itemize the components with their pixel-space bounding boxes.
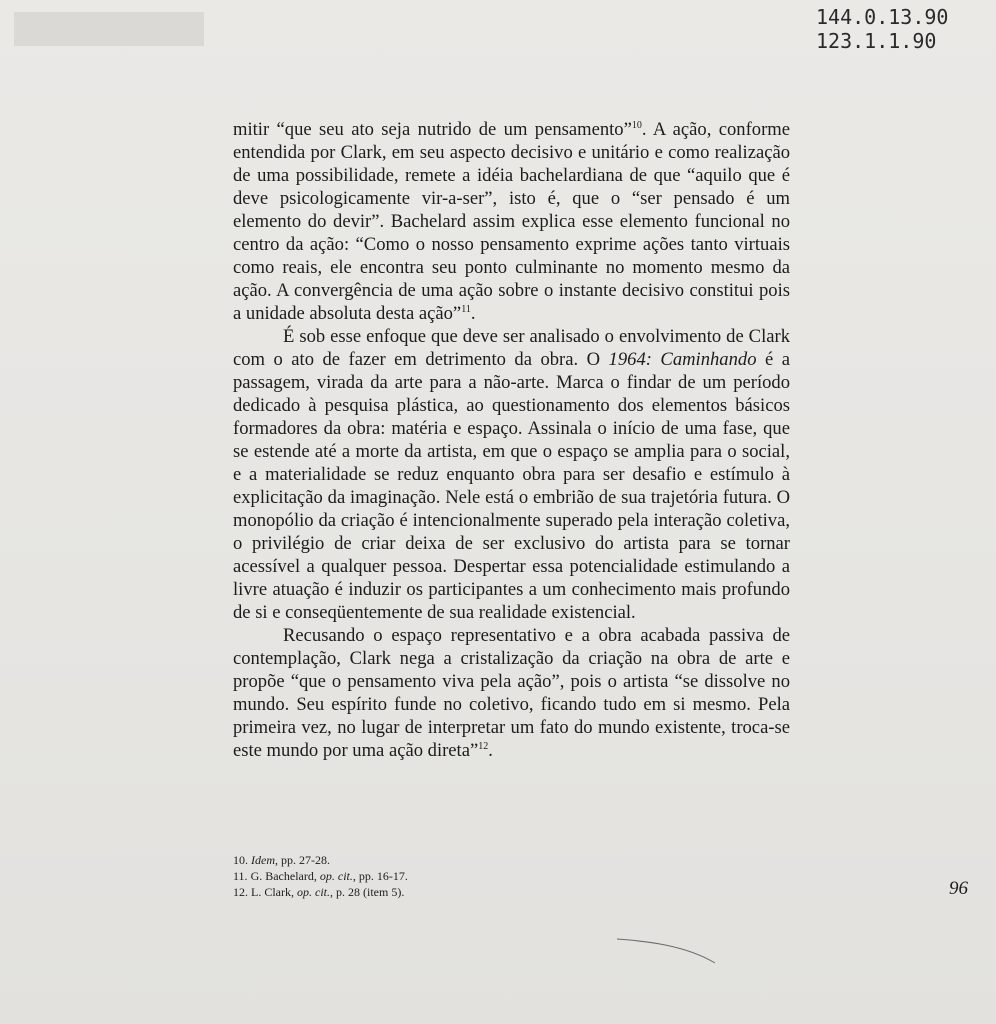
footnote	[233, 884, 653, 900]
italic-text: op. cit.	[319, 869, 353, 883]
text-run: L. Clark,	[251, 885, 297, 899]
footnote-number: 11.	[233, 869, 248, 883]
text-run: , pp. 27-28.	[275, 853, 330, 867]
text-run: , pp. 16-17.	[352, 869, 408, 883]
handwritten-line-2: 123.1.1.90	[816, 29, 937, 53]
italic-text: Idem	[251, 853, 275, 867]
footnote-reference: 10	[631, 119, 642, 131]
footnote-number: 10.	[233, 853, 248, 867]
text-run: . A ação, conforme entendida por Clark, em seu aspecto decisivo e unitário e como realização de uma possibilidade, remete a idéia bachelardiana de que “aquilo que é deve psicologicamente vir-a-ser”, isto é, que o “ser pensado é um elemento do devir”. Bachelard assim explica esse elemento funcional no centro da ação: “Como o nosso pensamento exprime ações tanto virtuais como reais, ele encontra seu ponto culminante no momento mesmo da ação. A convergência de uma ação sobre o instante decisivo constitui pois a unidade absoluta desta ação”	[233, 119, 790, 324]
text-run: Recusando o espaço representativo e a obra acabada passiva de contemplação, Clark nega a cristalização da criação na obra de arte e propõe “que o pensamento viva pela ação”, pois o artista “se dissolve no mundo. Seu espírito funde no coletivo, ficando tudo em si mesmo. Pela primeira vez, no lugar de interpretar um fato do mundo existente, troca-se este mundo por uma ação direta”	[233, 625, 790, 761]
text-run: , p. 28 (item 5).	[330, 885, 405, 899]
footnote-reference: 12	[478, 740, 489, 752]
text-run: é a passagem, virada da arte para a não-arte. Marca o findar de um período dedicado à pesquisa plástica, ao questionamento dos elementos básicos formadores da obra: matéria e espaço. Assinala o início de uma fase, que se estende até a morte da artista, em que o espaço se amplia para o social, e a materialidade se reduz enquanto obra para ser desafio e estímulo à explicitação da imaginação. Nele está o embrião de sua trajetória futura. O monopólio da criação é intencionalmente superado pela interação coletiva, o privilégio de criar deixa de ser exclusivo do artista para se tornar acessível a qualquer pessoa. Despertar essa potencialidade estimulando a livre atuação é induzir os participantes a um conhecimento mais profundo de si e conseqüentemente de sua realidade existencial.	[233, 349, 790, 623]
paragraph	[233, 118, 790, 325]
page-number: 96	[949, 878, 968, 899]
pencil-scratch-mark	[615, 935, 725, 965]
text-run: mitir “que seu ato seja nutrido de um pensamento”	[233, 119, 632, 140]
paragraph	[233, 325, 790, 624]
footnotes	[233, 852, 653, 900]
bleed-through-ghost-mark	[14, 4, 214, 54]
italic-text: op. cit.	[297, 885, 330, 899]
body-text	[233, 118, 790, 762]
italic-text: 1964: Caminhando	[608, 349, 757, 370]
footnote	[233, 868, 653, 884]
text-run: .	[470, 303, 476, 324]
paragraph	[233, 624, 790, 762]
footnote	[233, 852, 653, 868]
footnote-number: 12.	[233, 885, 248, 899]
handwritten-annotation	[812, 4, 962, 54]
text-run: G. Bachelard,	[250, 869, 320, 883]
text-run: É sob esse enfoque que deve ser analisado o envolvimento de Clark com o ato de fazer em detrimento da obra. O	[233, 326, 790, 370]
text-run: .	[488, 740, 493, 761]
handwritten-line-1: 144.0.13.90	[816, 5, 949, 29]
footnote-reference: 11	[461, 303, 471, 315]
